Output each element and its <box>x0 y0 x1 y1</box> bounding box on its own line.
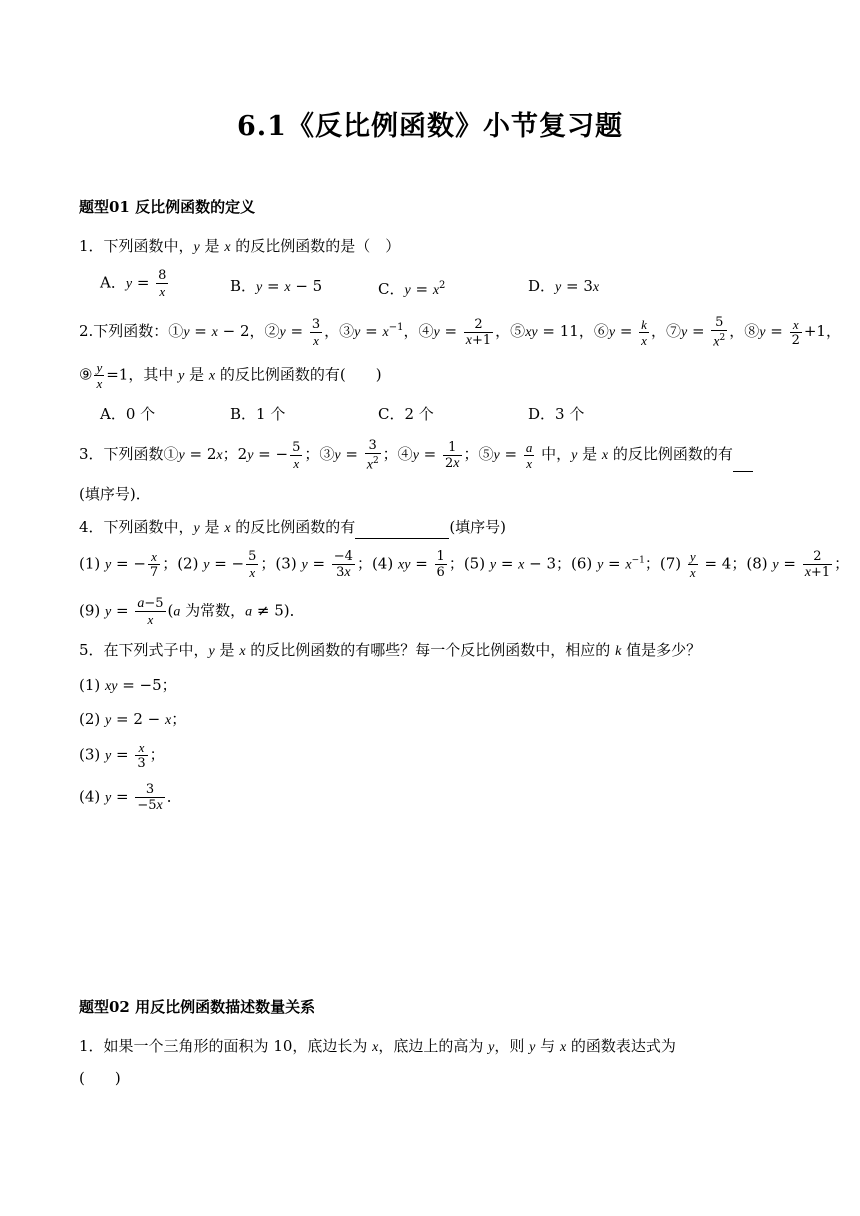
question-4-stem: 4．下列函数中，y 是 x 的反比例函数的有 (填序号) <box>79 517 506 539</box>
q1-text: 1．下列函数中，y 是 x 的反比例函数的是（ ） <box>79 237 401 255</box>
q1-option-c: C．$y = x^2$ <box>378 280 446 298</box>
q2-option-b: B．1 个 <box>230 405 286 423</box>
q1-option-d: D．y = 3x <box>528 277 600 295</box>
q2-option-c: C．2 个 <box>378 405 434 423</box>
q4-answer-blank <box>355 522 449 539</box>
question-1-stem <box>79 236 400 258</box>
section-heading-1: 题型01 反比例函数的定义 <box>79 198 256 216</box>
question-3-line-1: 3．下列函数①y = 2x；2y = − $\frac{5}{x}$ ；③y = $\frac{3}{x^2}$ ；④y = $\frac{1}{2x}$ ；⑤y = $\frac{a}{x}$ 中，y 是 x 的反比例函数的有 <box>79 438 753 472</box>
section-2-question-1-line-2: ( ) <box>79 1069 121 1087</box>
q5-item-3: (3) y = $\frac{x}{3}$ ； <box>79 740 165 771</box>
question-2-line-2: ⑨ $\frac{y}{x}$ =1，其中 y 是 x 的反比例函数的有( ) <box>79 360 382 391</box>
section-heading-2: 题型02 用反比例函数描述数量关系 <box>79 998 316 1016</box>
q2-option-d: D．3 个 <box>528 405 585 423</box>
q3-answer-blank <box>733 455 753 472</box>
q5-item-2: (2) y = 2 − x； <box>79 710 187 728</box>
q5-item-4: (4) y = $\frac{3}{-5x}$ ． <box>79 782 182 813</box>
question-4-line-2: (1) y = − $\frac{x}{7}$ ；(2) y = − $\frac{5}{x}$ ；(3) y = $\frac{-4}{3x}$ ；(4) xy = $\frac{1}{6}$ ；(5) y = x − 3；(6) $y = x^{-1}$；(7) $\frac{y}{x}$ = 4；(8) y = $\frac{2}{x+1}$ ； <box>79 549 850 580</box>
question-4-line-3: (9) y = $\frac{a-5}{x}$ (a 为常数，a ≠ 5)． <box>79 596 305 627</box>
question-2-line-1: 2.下列函数：①y = x − 2，②y = $\frac{3}{x}$ ，③y = $x^{-1}$，④y = $\frac{2}{x+1}$ ，⑤xy = 11，⑥y = $\frac{k}{x}$ ，⑦y = $\frac{5}{x^2}$ ，⑧y = $\frac{x}{2}$ +1， <box>79 315 841 350</box>
page-title: 6.1《反比例函数》小节复习题 <box>237 111 623 142</box>
question-5-stem: 5．在下列式子中，y 是 x 的反比例函数的有哪些？每一个反比例函数中，相应的 k 值是多少？ <box>79 641 702 659</box>
question-3-line-2: (填序号)． <box>79 485 151 503</box>
q2-option-a: A．0 个 <box>100 405 156 423</box>
q1-option-a: A．y = $\frac{8}{x}$ <box>100 268 167 299</box>
q1-option-b: B．y = x − 5 <box>230 277 323 295</box>
q5-item-1: (1) xy = −5； <box>79 676 177 694</box>
section-2-question-1-line-1: 1．如果一个三角形的面积为 10，底边长为 x，底边上的高为 y，则 y 与 x 的函数表达式为 <box>79 1037 676 1055</box>
